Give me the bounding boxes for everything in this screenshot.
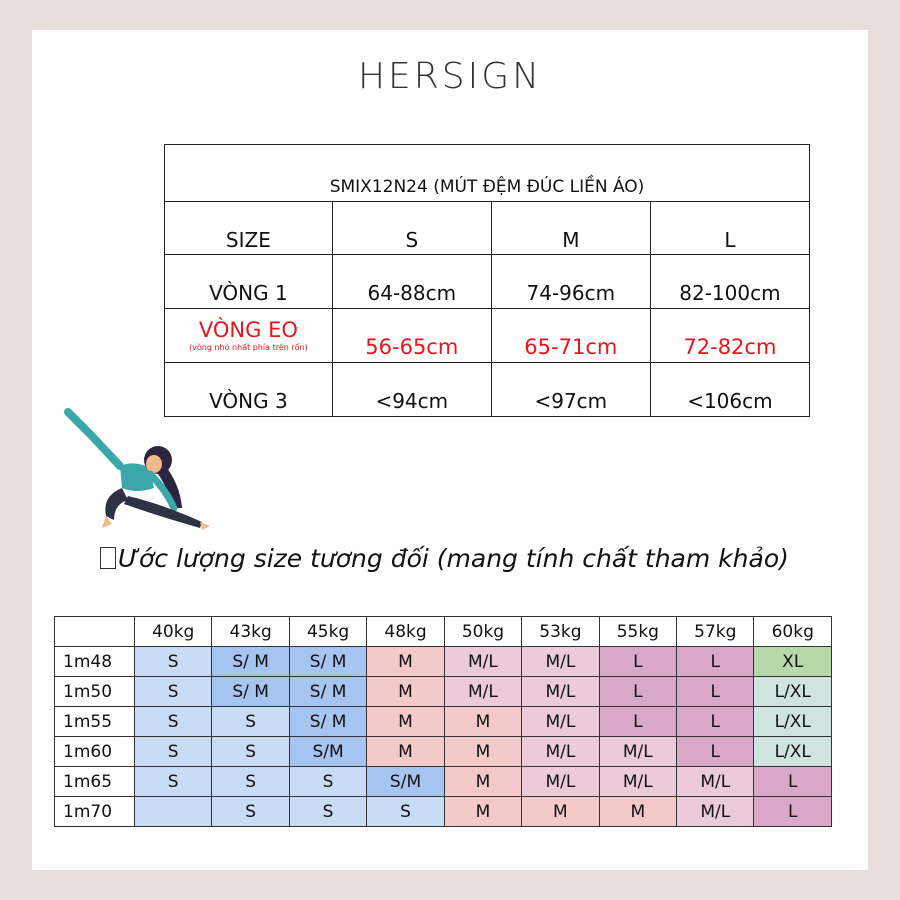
spec-header-size: SIZE: [165, 202, 333, 255]
size-cell: S: [134, 737, 211, 767]
size-cell: M: [444, 707, 521, 737]
size-cell: M: [367, 707, 444, 737]
size-cell: L: [677, 647, 754, 677]
spec-cell: 72-82cm: [650, 309, 809, 363]
size-cell: L: [677, 737, 754, 767]
spec-row-label-waist: [165, 309, 333, 363]
size-cell: M/L: [522, 767, 599, 797]
size-cell: M: [367, 677, 444, 707]
size-cell: S: [212, 797, 289, 827]
size-cell: M: [367, 647, 444, 677]
size-cell: S/ M: [289, 647, 366, 677]
brand-logo: HERSIGN: [357, 56, 543, 97]
size-cell: S/ M: [212, 647, 289, 677]
estimate-row: [55, 797, 832, 827]
spec-row-label: VÒNG 3: [165, 363, 333, 417]
spec-cell: 56-65cm: [332, 309, 491, 363]
estimate-row: [55, 737, 832, 767]
spec-cell: 74-96cm: [491, 255, 650, 309]
size-cell: M/L: [522, 647, 599, 677]
corner-cell: [55, 617, 135, 647]
size-cell: M: [444, 767, 521, 797]
spec-cell: 64-88cm: [332, 255, 491, 309]
spec-cell: 65-71cm: [491, 309, 650, 363]
box-icon: [100, 547, 116, 569]
size-cell: M: [599, 797, 676, 827]
estimate-table: [54, 616, 832, 827]
height-header: 1m55: [55, 707, 135, 737]
spec-table: [164, 144, 810, 417]
size-cell: L: [599, 677, 676, 707]
size-cell: S: [289, 797, 366, 827]
size-cell: S/M: [289, 737, 366, 767]
size-cell: M/L: [677, 797, 754, 827]
weight-header: 50kg: [444, 617, 521, 647]
size-cell: S: [134, 677, 211, 707]
size-cell: M/L: [444, 647, 521, 677]
weight-header: 60kg: [754, 617, 832, 647]
size-cell: S: [134, 707, 211, 737]
size-cell: S: [134, 647, 211, 677]
weight-header: 48kg: [367, 617, 444, 647]
size-cell: S/ M: [289, 677, 366, 707]
size-cell: L: [754, 797, 832, 827]
size-cell: M/L: [444, 677, 521, 707]
spec-header-m: M: [491, 202, 650, 255]
height-header: 1m48: [55, 647, 135, 677]
size-cell: S/ M: [212, 677, 289, 707]
size-cell: M: [444, 737, 521, 767]
weight-header: 53kg: [522, 617, 599, 647]
weight-header: 40kg: [134, 617, 211, 647]
spec-row-label: VÒNG 1: [165, 255, 333, 309]
estimate-row: [55, 647, 832, 677]
size-cell: M: [367, 737, 444, 767]
size-cell: S: [212, 707, 289, 737]
estimate-heading-text: Ước lượng size tương đối (mang tính chất tham khảo): [118, 544, 789, 573]
waist-label: VÒNG EO: [198, 318, 298, 342]
size-cell: L: [599, 647, 676, 677]
size-cell: L: [754, 767, 832, 797]
size-cell: L/XL: [754, 737, 832, 767]
size-chart-card: [32, 30, 868, 870]
estimate-row: [55, 677, 832, 707]
height-header: 1m65: [55, 767, 135, 797]
size-cell: M/L: [522, 707, 599, 737]
spec-header-s: S: [332, 202, 491, 255]
spec-cell: 82-100cm: [650, 255, 809, 309]
size-cell: M/L: [677, 767, 754, 797]
size-cell: S: [134, 767, 211, 797]
weight-header: 57kg: [677, 617, 754, 647]
size-cell: L: [677, 707, 754, 737]
size-cell: M: [522, 797, 599, 827]
spec-cell: <97cm: [491, 363, 650, 417]
estimate-row: [55, 707, 832, 737]
waist-note: (vòng nhỏ nhất phía trên rốn): [189, 343, 308, 352]
size-cell: S/ M: [289, 707, 366, 737]
height-header: 1m50: [55, 677, 135, 707]
height-header: 1m60: [55, 737, 135, 767]
spec-header-l: L: [650, 202, 809, 255]
size-cell: S: [212, 737, 289, 767]
estimate-row: [55, 767, 832, 797]
weight-header: 45kg: [289, 617, 366, 647]
weight-header: 55kg: [599, 617, 676, 647]
size-cell: L: [677, 677, 754, 707]
size-cell: S: [212, 767, 289, 797]
size-cell: S: [289, 767, 366, 797]
size-cell: M/L: [522, 737, 599, 767]
size-cell: S/M: [367, 767, 444, 797]
size-cell: XL: [754, 647, 832, 677]
size-cell: M/L: [522, 677, 599, 707]
size-cell: [134, 797, 211, 827]
spec-cell: <106cm: [650, 363, 809, 417]
size-cell: S: [367, 797, 444, 827]
weight-header: 43kg: [212, 617, 289, 647]
size-cell: M/L: [599, 767, 676, 797]
size-cell: M/L: [599, 737, 676, 767]
size-cell: M: [444, 797, 521, 827]
estimate-heading: [100, 544, 840, 573]
height-header: 1m70: [55, 797, 135, 827]
size-cell: L/XL: [754, 677, 832, 707]
size-cell: L: [599, 707, 676, 737]
size-cell: L/XL: [754, 707, 832, 737]
spec-table-title: SMIX12N24 (MÚT ĐỆM ĐÚC LIỀN ÁO): [165, 145, 810, 202]
yoga-woman-illustration: [62, 404, 212, 534]
spec-cell: <94cm: [332, 363, 491, 417]
